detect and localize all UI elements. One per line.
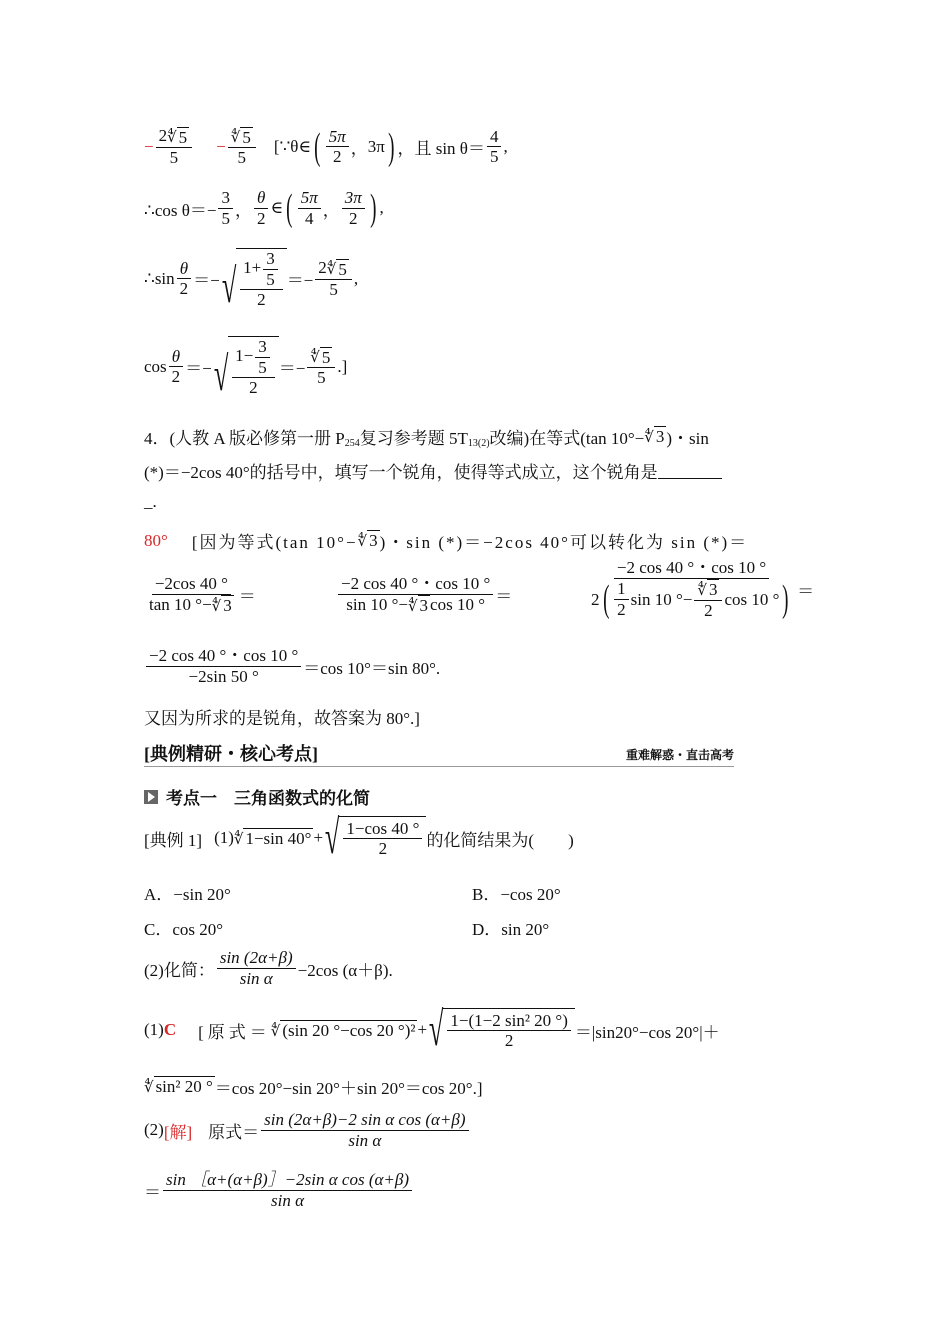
play-icon bbox=[144, 790, 158, 804]
sol3-line4: cos θ 2 ＝− √ 1− $\frac{3}{5}$ 2 ＝− ∜ 5 5 .] bbox=[144, 337, 348, 402]
solution-1: (1) C [原式＝ ∜ (sin 20 °−cos 20 °)² + √ 1−(1−2 sin² 20 °) 2 ＝|sin20°−cos 20°|＋ bbox=[144, 1003, 720, 1056]
sol3-line3: ∴sin θ 2 ＝− √ 1+ $\frac{3}{5}$ 2 ＝− 2 ∜ 5 5 , bbox=[144, 249, 359, 314]
answer-b-fraction: ∜ 5 5 bbox=[228, 126, 256, 168]
sol3-line1: − 2 ∜ 5 5 − ∜ 5 5 [∵θ∈ ( 5π 2 ， 3π ) ，且 sin θ＝ 4 5 , bbox=[144, 125, 508, 168]
answer-a-fraction: 2 ∜ 5 5 bbox=[156, 126, 193, 168]
option-c: C．cos 20° bbox=[144, 920, 224, 939]
answer-4-final: 又因为所求的是锐角，故答案为 80°.] bbox=[144, 709, 420, 728]
example-1-part2: (2)化简： sin (2α+β) sin α −2cos (α＋β). bbox=[144, 948, 393, 988]
answer-4: 80° [因为等式(tan 10°− ∜ 3 )・sin (*)＝−2cos 40°可以转化为 sin (*)＝ bbox=[144, 530, 749, 552]
interval-fraction: 5π 2 bbox=[326, 127, 349, 167]
option-a: A．−sin 20° bbox=[144, 885, 231, 904]
answer-4-fraction4: −2 cos 40 °・cos 10 ° −2sin 50 ° ＝cos 10°＝sin 80°. bbox=[144, 646, 440, 686]
key-point-1: 考点一 三角函数式的化简 bbox=[144, 784, 370, 809]
answer-4-fraction3: −2 cos 40 °・cos 10 ° 2 ( 1 2 sin 10 °− ∜ 3 2 cos 10 ° ) ＝ bbox=[591, 558, 815, 621]
solution-1-line2: ∜ sin² 20 ° ＝cos 20°−sin 20°＋sin 20°＝cos 20°.] bbox=[144, 1077, 483, 1098]
reason-prefix: [∵θ∈ bbox=[273, 136, 312, 156]
solution-2-line2: ＝ sin ［α+(α+β)］−2sin α cos (α+β) sin α bbox=[144, 1170, 414, 1210]
minus-sign: − bbox=[144, 136, 154, 156]
option-b: B．−cos 20° bbox=[472, 885, 561, 904]
answer-4-fraction1: −2cos 40 ° tan 10 °− ∜ 3 ＝ bbox=[149, 574, 256, 616]
solution-2: (2) [解] 原式＝ sin (2α+β)−2 sin α cos (α+β) sin α bbox=[144, 1110, 471, 1150]
sqrt-expression: √ 1+ $\frac{3}{5}$ 2 bbox=[220, 248, 287, 310]
question-4: 4．(人教 A 版必修第一册 P 254 复习参考题 5T 13(2) 改编)在等式(tan 10°− ∜ 3 )・sin bbox=[144, 427, 709, 449]
sin-fraction: 4 5 bbox=[487, 127, 502, 167]
section-subtitle: 重难解惑・直击高考 bbox=[625, 748, 734, 762]
option-d: D．sin 20° bbox=[472, 920, 550, 939]
answer-4-fraction2: −2 cos 40 °・cos 10 ° sin 10 °− ∜ 3 cos 10 ° ＝ bbox=[336, 574, 512, 616]
section-title: [典例精研・核心考点] bbox=[144, 744, 318, 764]
example-1: [典例 1] (1) ∜ 1−sin 40° + √ 1−cos 40 ° 2 的化简结果为( ) bbox=[144, 811, 574, 864]
answer-blank bbox=[658, 462, 722, 479]
sol3-line2: ∴cos θ＝− $\frac{3}{5}$ ， θ 2 ∈ ( 5π 4 ， 3π 2 ) , bbox=[144, 186, 384, 229]
section-title-bar bbox=[144, 738, 734, 767]
question-4-line2: (*)＝−2cos 40°的括号中，填写一个锐角，使得等式成立，这个锐角是 bbox=[144, 458, 722, 483]
minus-sign: − bbox=[216, 136, 226, 156]
